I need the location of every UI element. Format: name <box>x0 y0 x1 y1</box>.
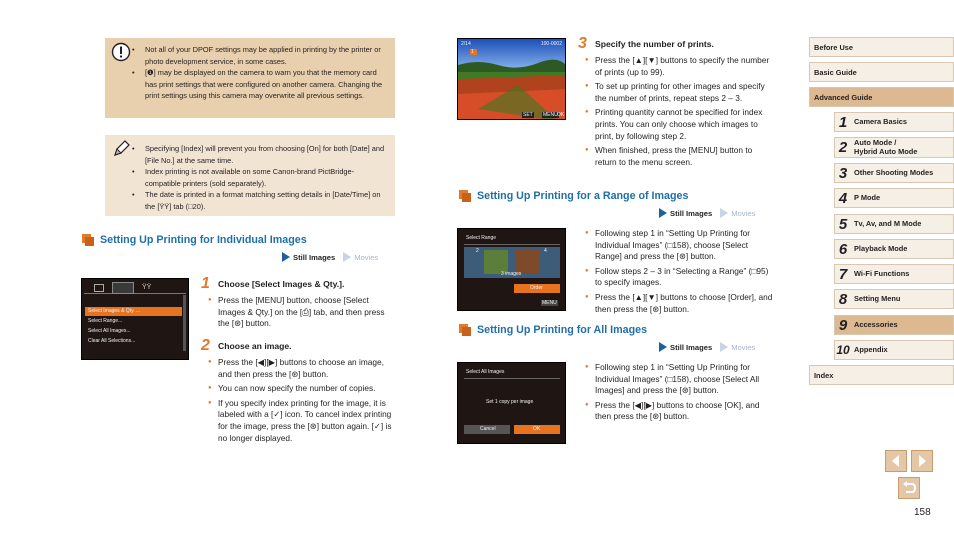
menu-indicator: MENU <box>542 300 557 306</box>
menu-item[interactable]: Select All Images... <box>88 328 131 334</box>
section-title: Setting Up Printing for a Range of Images <box>477 190 689 202</box>
section-individual-header <box>82 234 307 246</box>
divider <box>464 244 560 245</box>
step-title: Choose an image. <box>218 341 292 351</box>
bullet-item: ● Following step 1 in “Setting Up Printing for Individual Images” (□158), choose [Select All Images] and press the [⊛] button. <box>595 362 775 397</box>
nav-advanced-guide[interactable] <box>809 87 954 107</box>
chapter-number: 7 <box>838 265 848 283</box>
note-box <box>105 135 395 216</box>
chapter-number: 4 <box>838 189 848 207</box>
nav-chapter-1[interactable] <box>834 112 954 132</box>
menu-tab-row <box>84 282 186 294</box>
ok-indicator: OK <box>557 112 565 118</box>
settings-tab-icon: ŸŸ <box>142 284 152 291</box>
section-range-header <box>459 190 688 202</box>
bullet-item: ● If you specify index printing for the image, it is labeled with a [✓] icon. To cancel index printing for the image, press the [⊛] button again. [✓] is no longer displayed. <box>218 398 393 444</box>
divider <box>464 378 560 379</box>
next-page-button[interactable] <box>911 450 933 472</box>
mode-still: Still Images <box>293 252 336 262</box>
nav-index[interactable] <box>809 365 954 385</box>
arrow-right-icon <box>912 451 932 471</box>
all-bullets <box>595 362 775 426</box>
file-number: 100-0002 <box>540 41 562 47</box>
chapter-label: Setting Menu <box>854 293 901 303</box>
chapter-label: Tv, Av, and M Mode <box>854 218 922 228</box>
prev-page-button[interactable] <box>885 450 907 472</box>
step3-bullets <box>595 55 775 171</box>
bullet-item: ● When finished, press the [MENU] button to return to the menu screen. <box>595 145 775 168</box>
chapter-label: Playback Mode <box>854 243 908 253</box>
qty-value: 1 <box>471 49 474 55</box>
nav-chapter-2[interactable] <box>834 137 954 158</box>
nav-chapter-7[interactable] <box>834 264 954 284</box>
print-tab-icon <box>112 282 134 294</box>
nav-label: Before Use <box>814 42 854 52</box>
section-title: Setting Up Printing for All Images <box>477 324 648 336</box>
section-marker-icon <box>82 234 94 246</box>
section-marker-icon <box>459 190 471 202</box>
menu-item[interactable]: Clear All Selections... <box>88 338 136 344</box>
chapter-label: Appendix <box>854 344 888 354</box>
nav-basic-guide[interactable] <box>809 62 954 82</box>
mode-indicator <box>659 342 755 352</box>
return-button[interactable] <box>898 477 920 499</box>
image-counter: 2/14 <box>461 41 471 47</box>
step1-bullets <box>218 295 393 333</box>
chapter-label: Accessories <box>854 319 898 329</box>
caution-item: • [❶] may be displayed on the camera to warn you that the memory card has print settings that were configured on another camera. Changing the print settings using this camera may overwrite all previous settings. <box>143 67 387 102</box>
cancel-label: Cancel <box>480 426 496 432</box>
bullet-item: ● Press the [▲][▼] buttons to specify the number of prints (up to 99). <box>595 55 775 78</box>
nav-label: Advanced Guide <box>814 92 873 102</box>
play-tab-icon <box>94 284 104 292</box>
step2-bullets <box>218 357 393 447</box>
ok-label: OK <box>533 426 541 432</box>
chapter-number: 8 <box>838 290 848 308</box>
mode-indicator <box>659 208 755 218</box>
set-indicator: SET <box>523 112 533 118</box>
select-all-screen <box>457 362 566 444</box>
bullet-item: ● To set up printing for other images and specify the number of prints, repeat steps 2 – 3. <box>595 81 775 104</box>
chapter-label: Wi-Fi Functions <box>854 268 910 278</box>
return-icon <box>899 478 919 498</box>
bullet-item: ● Printing quantity cannot be specified for index prints. You can only choose which images to print, by following step 2. <box>595 107 775 142</box>
step-number: 2 <box>201 337 210 354</box>
chapter-number: 3 <box>838 164 848 182</box>
select-range-screen <box>457 228 566 311</box>
arrow-left-icon <box>886 451 906 471</box>
caution-box <box>105 38 395 118</box>
step-title: Specify the number of prints. <box>595 39 714 49</box>
range-bullets <box>595 228 775 318</box>
caution-item: • Not all of your DPOF settings may be applied in printing by the printer or photo development service, in some cases. <box>143 44 387 67</box>
nav-chapter-9[interactable] <box>834 315 954 335</box>
mode-movies: Movies <box>731 208 756 218</box>
chapter-label: P Mode <box>854 192 881 202</box>
pencil-icon <box>111 139 131 159</box>
mode-still: Still Images <box>670 342 713 352</box>
nav-before-use[interactable] <box>809 37 954 57</box>
chapter-number: 9 <box>838 316 848 334</box>
order-label: Order <box>530 285 543 291</box>
note-item: • The date is printed in a format matching setting details in [Date/Time] on the [ŸŸ] tab (□20). <box>143 189 387 212</box>
nav-label: Basic Guide <box>814 67 857 77</box>
mode-still: Still Images <box>670 208 713 218</box>
chapter-number: 2 <box>838 139 848 156</box>
print-menu-screen <box>81 278 189 360</box>
nav-chapter-3[interactable] <box>834 163 954 183</box>
movie-mode-icon <box>343 252 351 262</box>
range-first: 2 <box>476 248 479 254</box>
note-item: • Index printing is not available on some Canon-brand PictBridge-compatible printers (sold separately). <box>143 166 387 189</box>
screen-message: Set 1 copy per image <box>486 399 534 405</box>
menu-indicator: MENU <box>543 112 558 118</box>
mode-indicator <box>282 252 378 262</box>
step-number: 3 <box>578 35 587 52</box>
chapter-number: 1 <box>838 113 848 131</box>
bullet-item: ● You can now specify the number of copies. <box>218 383 393 395</box>
menu-item[interactable]: Select Range... <box>88 318 123 324</box>
chapter-number: 6 <box>838 240 848 258</box>
step-title: Choose [Select Images & Qty.]. <box>218 279 345 289</box>
nav-chapter-5[interactable] <box>834 214 954 234</box>
chapter-number: 5 <box>838 215 848 233</box>
step-number: 1 <box>201 275 210 292</box>
still-mode-icon <box>659 342 667 352</box>
bullet-item: ● Follow steps 2 – 3 in “Selecting a Range” (□95) to specify images. <box>595 266 775 289</box>
bullet-item: ● Following step 1 in “Setting Up Printing for Individual Images” (□158), choose [Select Range] and press the [⊛] button. <box>595 228 775 263</box>
mode-movies: Movies <box>354 252 379 262</box>
range-count: 3 images <box>501 271 522 277</box>
note-item: • Specifying [Index] will prevent you from choosing [On] for both [Date] and [File No.] at the same time. <box>143 143 387 166</box>
caution-icon <box>111 42 131 62</box>
still-mode-icon <box>659 208 667 218</box>
nav-label: Index <box>814 370 834 380</box>
bullet-item: ● Press the [▲][▼] buttons to choose [Order], and then press the [⊛] button. <box>595 292 775 315</box>
nav-chapter-8[interactable] <box>834 289 954 309</box>
movie-mode-icon <box>720 342 728 352</box>
bullet-item: ● Press the [◀][▶] buttons to choose [OK], and then press the [⊛] button. <box>595 400 775 423</box>
section-title: Setting Up Printing for Individual Images <box>100 234 307 246</box>
bullet-item: ● Press the [◀][▶] buttons to choose an image, and then press the [⊛] button. <box>218 357 393 380</box>
section-all-header <box>459 324 647 336</box>
menu-scrollbar <box>183 295 186 351</box>
nav-chapter-6[interactable] <box>834 239 954 259</box>
chapter-label: Other Shooting Modes <box>854 167 934 177</box>
nav-chapter-4[interactable] <box>834 188 954 208</box>
nav-chapter-10[interactable] <box>834 340 954 360</box>
page-number: 158 <box>914 507 931 518</box>
section-marker-icon <box>459 324 471 336</box>
still-mode-icon <box>282 252 290 262</box>
mode-movies: Movies <box>731 342 756 352</box>
print-qty-screen <box>457 38 566 120</box>
chapter-label: Camera Basics <box>854 116 908 126</box>
chapter-label: Auto Mode / Hybrid Auto Mode <box>854 138 918 156</box>
bullet-item: ● Press the [MENU] button, choose [Select Images & Qty.] on the [⎙] tab, and then press the [⊛] button. <box>218 295 393 330</box>
menu-item[interactable]: Select Images & Qty. ... <box>88 308 141 314</box>
movie-mode-icon <box>720 208 728 218</box>
screen-title: Select Range <box>466 235 497 241</box>
chapter-number: 10 <box>836 342 850 357</box>
screen-title: Select All Images <box>466 369 505 375</box>
range-last: 4 <box>544 248 547 254</box>
